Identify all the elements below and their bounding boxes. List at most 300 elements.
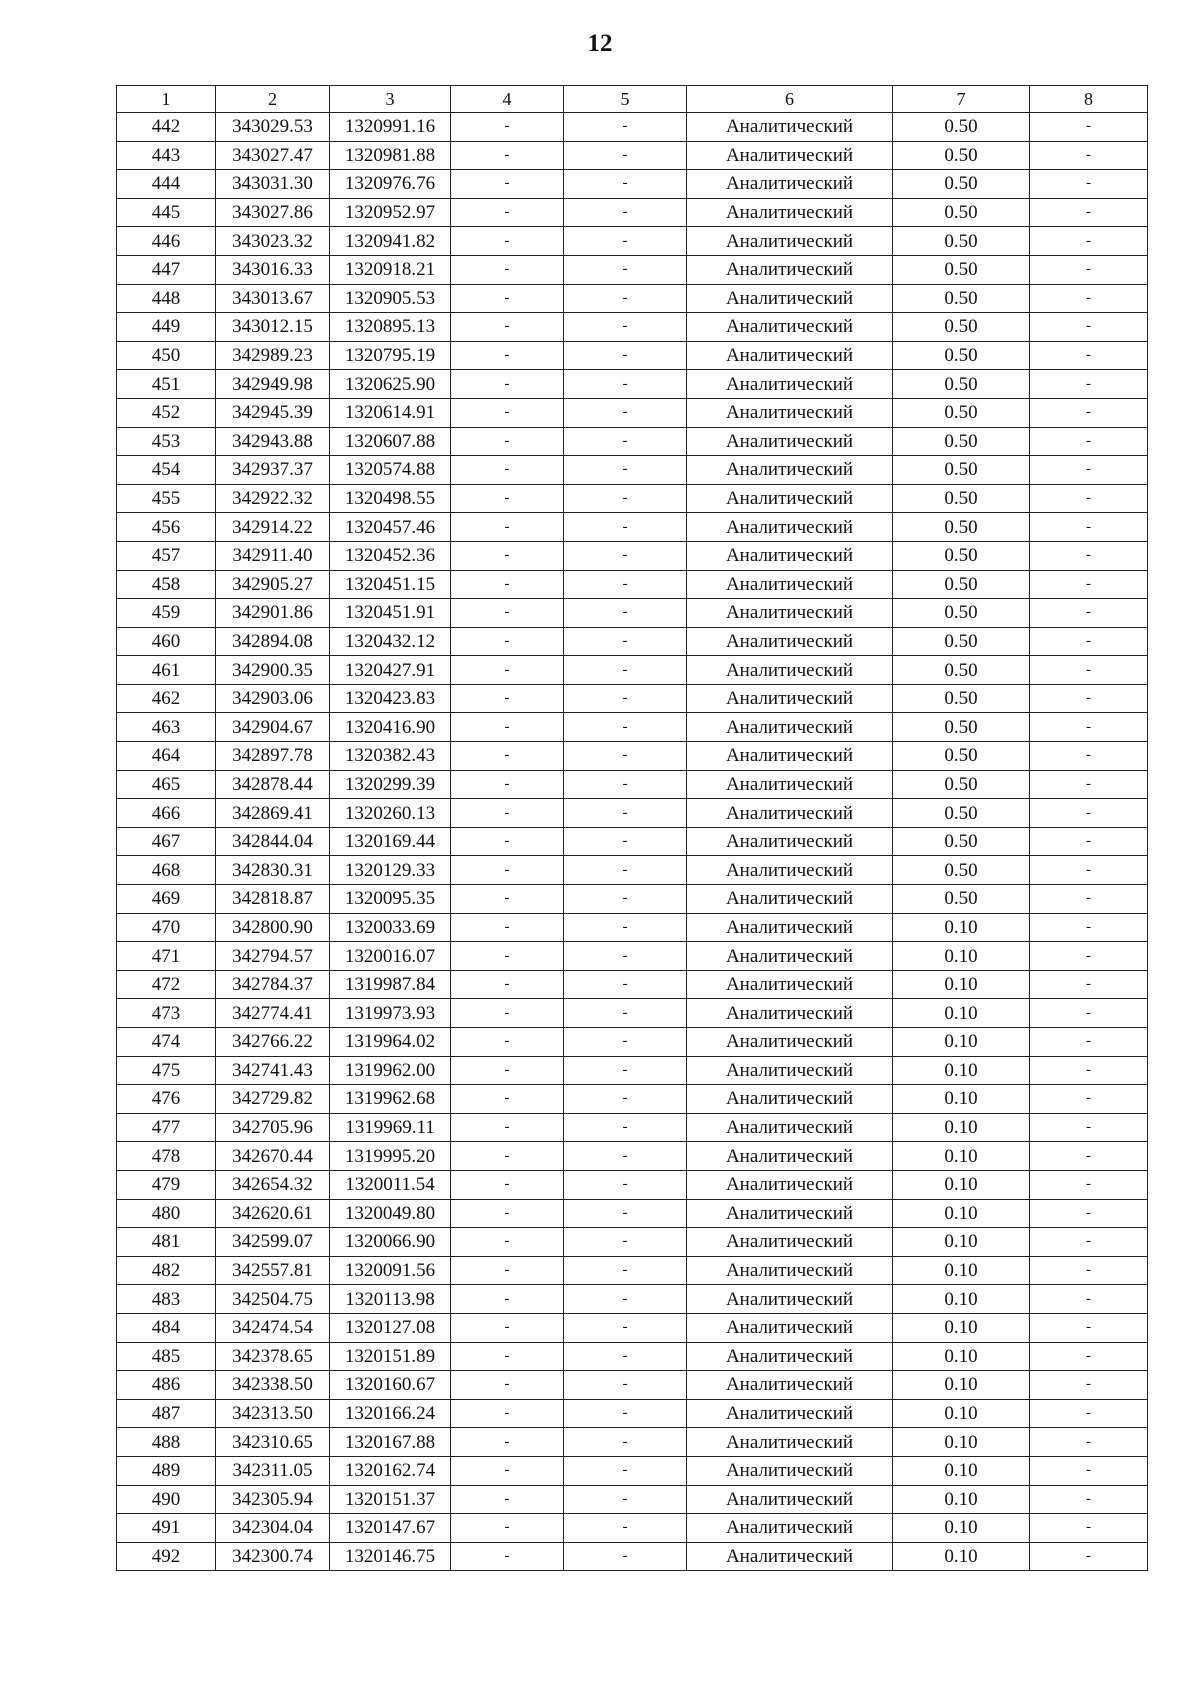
accuracy-cell: 0.50 xyxy=(893,313,1030,342)
y-coordinate-cell: 1320066.90 xyxy=(330,1228,451,1257)
col8-cell: - xyxy=(1030,1199,1148,1228)
col5-cell: - xyxy=(564,313,687,342)
accuracy-cell: 0.50 xyxy=(893,513,1030,542)
accuracy-cell: 0.10 xyxy=(893,1542,1030,1571)
point-number-cell: 448 xyxy=(117,284,216,313)
point-number-cell: 481 xyxy=(117,1228,216,1257)
table-row xyxy=(117,341,1148,370)
point-number-cell: 490 xyxy=(117,1485,216,1514)
col5-cell: - xyxy=(564,541,687,570)
method-cell: Аналитический xyxy=(687,970,893,999)
column-header: 1 xyxy=(117,86,216,113)
col5-cell: - xyxy=(564,1428,687,1457)
col5-cell: - xyxy=(564,999,687,1028)
method-cell: Аналитический xyxy=(687,284,893,313)
col8-cell: - xyxy=(1030,713,1148,742)
accuracy-cell: 0.50 xyxy=(893,427,1030,456)
table-row xyxy=(117,398,1148,427)
col8-cell: - xyxy=(1030,913,1148,942)
y-coordinate-cell: 1320451.91 xyxy=(330,599,451,628)
table-row xyxy=(117,113,1148,142)
y-coordinate-cell: 1320574.88 xyxy=(330,456,451,485)
method-cell: Аналитический xyxy=(687,1199,893,1228)
method-cell: Аналитический xyxy=(687,1142,893,1171)
x-coordinate-cell: 343013.67 xyxy=(216,284,330,313)
x-coordinate-cell: 342878.44 xyxy=(216,770,330,799)
y-coordinate-cell: 1320146.75 xyxy=(330,1542,451,1571)
x-coordinate-cell: 342900.35 xyxy=(216,656,330,685)
point-number-cell: 445 xyxy=(117,198,216,227)
col4-cell: - xyxy=(451,827,564,856)
col8-cell: - xyxy=(1030,541,1148,570)
point-number-cell: 475 xyxy=(117,1056,216,1085)
col4-cell: - xyxy=(451,170,564,199)
col4-cell: - xyxy=(451,1456,564,1485)
accuracy-cell: 0.50 xyxy=(893,770,1030,799)
col5-cell: - xyxy=(564,1313,687,1342)
col8-cell: - xyxy=(1030,684,1148,713)
table-row xyxy=(117,913,1148,942)
col5-cell: - xyxy=(564,227,687,256)
col4-cell: - xyxy=(451,770,564,799)
col4-cell: - xyxy=(451,885,564,914)
col8-cell: - xyxy=(1030,370,1148,399)
table-row xyxy=(117,942,1148,971)
method-cell: Аналитический xyxy=(687,942,893,971)
col5-cell: - xyxy=(564,885,687,914)
method-cell: Аналитический xyxy=(687,1399,893,1428)
point-number-cell: 461 xyxy=(117,656,216,685)
y-coordinate-cell: 1320049.80 xyxy=(330,1199,451,1228)
point-number-cell: 477 xyxy=(117,1113,216,1142)
col4-cell: - xyxy=(451,942,564,971)
y-coordinate-cell: 1320905.53 xyxy=(330,284,451,313)
col5-cell: - xyxy=(564,427,687,456)
point-number-cell: 465 xyxy=(117,770,216,799)
table-row xyxy=(117,1485,1148,1514)
accuracy-cell: 0.50 xyxy=(893,198,1030,227)
table-header-row xyxy=(117,86,1148,113)
col8-cell: - xyxy=(1030,656,1148,685)
coordinates-table xyxy=(116,85,1148,1571)
accuracy-cell: 0.50 xyxy=(893,827,1030,856)
col5-cell: - xyxy=(564,255,687,284)
y-coordinate-cell: 1320498.55 xyxy=(330,484,451,513)
table-row xyxy=(117,227,1148,256)
accuracy-cell: 0.10 xyxy=(893,970,1030,999)
table-row xyxy=(117,284,1148,313)
x-coordinate-cell: 342304.04 xyxy=(216,1514,330,1543)
col4-cell: - xyxy=(451,684,564,713)
accuracy-cell: 0.10 xyxy=(893,1313,1030,1342)
x-coordinate-cell: 342620.61 xyxy=(216,1199,330,1228)
col5-cell: - xyxy=(564,198,687,227)
accuracy-cell: 0.50 xyxy=(893,484,1030,513)
table-row xyxy=(117,599,1148,628)
col4-cell: - xyxy=(451,1113,564,1142)
method-cell: Аналитический xyxy=(687,827,893,856)
point-number-cell: 489 xyxy=(117,1456,216,1485)
table-row xyxy=(117,1342,1148,1371)
col5-cell: - xyxy=(564,942,687,971)
column-header: 6 xyxy=(687,86,893,113)
point-number-cell: 491 xyxy=(117,1514,216,1543)
col4-cell: - xyxy=(451,1399,564,1428)
x-coordinate-cell: 342943.88 xyxy=(216,427,330,456)
point-number-cell: 463 xyxy=(117,713,216,742)
point-number-cell: 449 xyxy=(117,313,216,342)
col8-cell: - xyxy=(1030,627,1148,656)
y-coordinate-cell: 1320991.16 xyxy=(330,113,451,142)
method-cell: Аналитический xyxy=(687,1056,893,1085)
x-coordinate-cell: 342313.50 xyxy=(216,1399,330,1428)
y-coordinate-cell: 1320299.39 xyxy=(330,770,451,799)
x-coordinate-cell: 342310.65 xyxy=(216,1428,330,1457)
x-coordinate-cell: 342818.87 xyxy=(216,885,330,914)
x-coordinate-cell: 342311.05 xyxy=(216,1456,330,1485)
table-row xyxy=(117,1313,1148,1342)
x-coordinate-cell: 342729.82 xyxy=(216,1085,330,1114)
x-coordinate-cell: 342599.07 xyxy=(216,1228,330,1257)
col8-cell: - xyxy=(1030,1399,1148,1428)
accuracy-cell: 0.10 xyxy=(893,1028,1030,1057)
y-coordinate-cell: 1320941.82 xyxy=(330,227,451,256)
table-row xyxy=(117,1199,1148,1228)
point-number-cell: 464 xyxy=(117,742,216,771)
col5-cell: - xyxy=(564,113,687,142)
col8-cell: - xyxy=(1030,1342,1148,1371)
x-coordinate-cell: 342989.23 xyxy=(216,341,330,370)
col8-cell: - xyxy=(1030,885,1148,914)
accuracy-cell: 0.50 xyxy=(893,341,1030,370)
point-number-cell: 466 xyxy=(117,799,216,828)
method-cell: Аналитический xyxy=(687,1342,893,1371)
x-coordinate-cell: 342830.31 xyxy=(216,856,330,885)
col4-cell: - xyxy=(451,341,564,370)
point-number-cell: 472 xyxy=(117,970,216,999)
point-number-cell: 478 xyxy=(117,1142,216,1171)
column-header: 4 xyxy=(451,86,564,113)
method-cell: Аналитический xyxy=(687,541,893,570)
x-coordinate-cell: 342338.50 xyxy=(216,1371,330,1400)
method-cell: Аналитический xyxy=(687,1285,893,1314)
y-coordinate-cell: 1320614.91 xyxy=(330,398,451,427)
col4-cell: - xyxy=(451,1485,564,1514)
method-cell: Аналитический xyxy=(687,1170,893,1199)
accuracy-cell: 0.50 xyxy=(893,456,1030,485)
col5-cell: - xyxy=(564,1514,687,1543)
accuracy-cell: 0.50 xyxy=(893,541,1030,570)
col8-cell: - xyxy=(1030,1113,1148,1142)
accuracy-cell: 0.10 xyxy=(893,1142,1030,1171)
point-number-cell: 450 xyxy=(117,341,216,370)
y-coordinate-cell: 1320382.43 xyxy=(330,742,451,771)
method-cell: Аналитический xyxy=(687,1542,893,1571)
col8-cell: - xyxy=(1030,1313,1148,1342)
accuracy-cell: 0.50 xyxy=(893,856,1030,885)
accuracy-cell: 0.10 xyxy=(893,1428,1030,1457)
col8-cell: - xyxy=(1030,1428,1148,1457)
point-number-cell: 456 xyxy=(117,513,216,542)
col5-cell: - xyxy=(564,856,687,885)
accuracy-cell: 0.50 xyxy=(893,227,1030,256)
table-row xyxy=(117,1056,1148,1085)
col8-cell: - xyxy=(1030,942,1148,971)
col8-cell: - xyxy=(1030,1170,1148,1199)
method-cell: Аналитический xyxy=(687,198,893,227)
col8-cell: - xyxy=(1030,1456,1148,1485)
point-number-cell: 469 xyxy=(117,885,216,914)
y-coordinate-cell: 1320895.13 xyxy=(330,313,451,342)
accuracy-cell: 0.50 xyxy=(893,599,1030,628)
point-number-cell: 468 xyxy=(117,856,216,885)
col4-cell: - xyxy=(451,1142,564,1171)
table-row xyxy=(117,1428,1148,1457)
method-cell: Аналитический xyxy=(687,1428,893,1457)
col8-cell: - xyxy=(1030,255,1148,284)
method-cell: Аналитический xyxy=(687,1371,893,1400)
table-row xyxy=(117,1170,1148,1199)
x-coordinate-cell: 342903.06 xyxy=(216,684,330,713)
method-cell: Аналитический xyxy=(687,1313,893,1342)
method-cell: Аналитический xyxy=(687,427,893,456)
col8-cell: - xyxy=(1030,599,1148,628)
point-number-cell: 487 xyxy=(117,1399,216,1428)
col4-cell: - xyxy=(451,1514,564,1543)
col5-cell: - xyxy=(564,1542,687,1571)
table-row xyxy=(117,255,1148,284)
table-row xyxy=(117,1399,1148,1428)
col8-cell: - xyxy=(1030,1056,1148,1085)
col8-cell: - xyxy=(1030,827,1148,856)
y-coordinate-cell: 1320432.12 xyxy=(330,627,451,656)
x-coordinate-cell: 342305.94 xyxy=(216,1485,330,1514)
point-number-cell: 473 xyxy=(117,999,216,1028)
col4-cell: - xyxy=(451,227,564,256)
point-number-cell: 459 xyxy=(117,599,216,628)
table-row xyxy=(117,513,1148,542)
point-number-cell: 471 xyxy=(117,942,216,971)
x-coordinate-cell: 342504.75 xyxy=(216,1285,330,1314)
point-number-cell: 452 xyxy=(117,398,216,427)
y-coordinate-cell: 1320976.76 xyxy=(330,170,451,199)
method-cell: Аналитический xyxy=(687,513,893,542)
y-coordinate-cell: 1320457.46 xyxy=(330,513,451,542)
col8-cell: - xyxy=(1030,484,1148,513)
col4-cell: - xyxy=(451,656,564,685)
x-coordinate-cell: 342300.74 xyxy=(216,1542,330,1571)
col8-cell: - xyxy=(1030,856,1148,885)
method-cell: Аналитический xyxy=(687,799,893,828)
y-coordinate-cell: 1320918.21 xyxy=(330,255,451,284)
point-number-cell: 442 xyxy=(117,113,216,142)
accuracy-cell: 0.50 xyxy=(893,713,1030,742)
accuracy-cell: 0.10 xyxy=(893,1085,1030,1114)
method-cell: Аналитический xyxy=(687,1228,893,1257)
accuracy-cell: 0.10 xyxy=(893,1514,1030,1543)
col5-cell: - xyxy=(564,913,687,942)
y-coordinate-cell: 1320091.56 xyxy=(330,1256,451,1285)
col4-cell: - xyxy=(451,1056,564,1085)
method-cell: Аналитический xyxy=(687,742,893,771)
col5-cell: - xyxy=(564,1342,687,1371)
table-row xyxy=(117,885,1148,914)
column-header: 7 xyxy=(893,86,1030,113)
point-number-cell: 458 xyxy=(117,570,216,599)
x-coordinate-cell: 343012.15 xyxy=(216,313,330,342)
table-row xyxy=(117,1514,1148,1543)
accuracy-cell: 0.50 xyxy=(893,799,1030,828)
col8-cell: - xyxy=(1030,1514,1148,1543)
accuracy-cell: 0.10 xyxy=(893,1170,1030,1199)
y-coordinate-cell: 1320423.83 xyxy=(330,684,451,713)
method-cell: Аналитический xyxy=(687,713,893,742)
point-number-cell: 483 xyxy=(117,1285,216,1314)
x-coordinate-cell: 342378.65 xyxy=(216,1342,330,1371)
accuracy-cell: 0.10 xyxy=(893,1399,1030,1428)
col8-cell: - xyxy=(1030,1085,1148,1114)
x-coordinate-cell: 342904.67 xyxy=(216,713,330,742)
y-coordinate-cell: 1320127.08 xyxy=(330,1313,451,1342)
y-coordinate-cell: 1320011.54 xyxy=(330,1170,451,1199)
method-cell: Аналитический xyxy=(687,599,893,628)
col4-cell: - xyxy=(451,1228,564,1257)
x-coordinate-cell: 342914.22 xyxy=(216,513,330,542)
col5-cell: - xyxy=(564,713,687,742)
accuracy-cell: 0.50 xyxy=(893,398,1030,427)
accuracy-cell: 0.10 xyxy=(893,1485,1030,1514)
col8-cell: - xyxy=(1030,198,1148,227)
table-row xyxy=(117,827,1148,856)
y-coordinate-cell: 1319962.00 xyxy=(330,1056,451,1085)
table-row xyxy=(117,656,1148,685)
accuracy-cell: 0.10 xyxy=(893,913,1030,942)
col4-cell: - xyxy=(451,742,564,771)
col8-cell: - xyxy=(1030,1228,1148,1257)
y-coordinate-cell: 1320795.19 xyxy=(330,341,451,370)
accuracy-cell: 0.10 xyxy=(893,1056,1030,1085)
accuracy-cell: 0.50 xyxy=(893,141,1030,170)
x-coordinate-cell: 342774.41 xyxy=(216,999,330,1028)
col4-cell: - xyxy=(451,1285,564,1314)
column-header: 8 xyxy=(1030,86,1148,113)
col5-cell: - xyxy=(564,1456,687,1485)
col8-cell: - xyxy=(1030,313,1148,342)
table-row xyxy=(117,1256,1148,1285)
y-coordinate-cell: 1320160.67 xyxy=(330,1371,451,1400)
col5-cell: - xyxy=(564,513,687,542)
accuracy-cell: 0.50 xyxy=(893,627,1030,656)
y-coordinate-cell: 1320451.15 xyxy=(330,570,451,599)
accuracy-cell: 0.10 xyxy=(893,942,1030,971)
accuracy-cell: 0.50 xyxy=(893,656,1030,685)
col5-cell: - xyxy=(564,1485,687,1514)
table-row xyxy=(117,541,1148,570)
col4-cell: - xyxy=(451,570,564,599)
point-number-cell: 467 xyxy=(117,827,216,856)
table-row xyxy=(117,1456,1148,1485)
col8-cell: - xyxy=(1030,1485,1148,1514)
x-coordinate-cell: 342937.37 xyxy=(216,456,330,485)
method-cell: Аналитический xyxy=(687,170,893,199)
col4-cell: - xyxy=(451,313,564,342)
point-number-cell: 447 xyxy=(117,255,216,284)
method-cell: Аналитический xyxy=(687,341,893,370)
table-row xyxy=(117,770,1148,799)
y-coordinate-cell: 1320452.36 xyxy=(330,541,451,570)
col4-cell: - xyxy=(451,370,564,399)
y-coordinate-cell: 1320129.33 xyxy=(330,856,451,885)
col5-cell: - xyxy=(564,1170,687,1199)
col4-cell: - xyxy=(451,1256,564,1285)
y-coordinate-cell: 1320427.91 xyxy=(330,656,451,685)
y-coordinate-cell: 1319995.20 xyxy=(330,1142,451,1171)
method-cell: Аналитический xyxy=(687,913,893,942)
y-coordinate-cell: 1320151.37 xyxy=(330,1485,451,1514)
col5-cell: - xyxy=(564,742,687,771)
col5-cell: - xyxy=(564,1371,687,1400)
y-coordinate-cell: 1319987.84 xyxy=(330,970,451,999)
point-number-cell: 457 xyxy=(117,541,216,570)
method-cell: Аналитический xyxy=(687,570,893,599)
y-coordinate-cell: 1320416.90 xyxy=(330,713,451,742)
col5-cell: - xyxy=(564,1056,687,1085)
table-row xyxy=(117,1371,1148,1400)
col5-cell: - xyxy=(564,684,687,713)
col4-cell: - xyxy=(451,198,564,227)
point-number-cell: 484 xyxy=(117,1313,216,1342)
table-row xyxy=(117,627,1148,656)
method-cell: Аналитический xyxy=(687,627,893,656)
col8-cell: - xyxy=(1030,799,1148,828)
method-cell: Аналитический xyxy=(687,885,893,914)
x-coordinate-cell: 342654.32 xyxy=(216,1170,330,1199)
col5-cell: - xyxy=(564,827,687,856)
point-number-cell: 444 xyxy=(117,170,216,199)
table-row xyxy=(117,999,1148,1028)
table-row xyxy=(117,141,1148,170)
col4-cell: - xyxy=(451,113,564,142)
x-coordinate-cell: 343031.30 xyxy=(216,170,330,199)
col4-cell: - xyxy=(451,1542,564,1571)
col5-cell: - xyxy=(564,341,687,370)
x-coordinate-cell: 343029.53 xyxy=(216,113,330,142)
y-coordinate-cell: 1320033.69 xyxy=(330,913,451,942)
table-row xyxy=(117,856,1148,885)
table-row xyxy=(117,713,1148,742)
x-coordinate-cell: 342949.98 xyxy=(216,370,330,399)
table-row xyxy=(117,484,1148,513)
table-row xyxy=(117,1228,1148,1257)
accuracy-cell: 0.10 xyxy=(893,1371,1030,1400)
table-body xyxy=(117,113,1148,1571)
y-coordinate-cell: 1320625.90 xyxy=(330,370,451,399)
table-row xyxy=(117,799,1148,828)
table-row xyxy=(117,170,1148,199)
method-cell: Аналитический xyxy=(687,1085,893,1114)
y-coordinate-cell: 1319964.02 xyxy=(330,1028,451,1057)
col8-cell: - xyxy=(1030,513,1148,542)
point-number-cell: 455 xyxy=(117,484,216,513)
col4-cell: - xyxy=(451,484,564,513)
col4-cell: - xyxy=(451,913,564,942)
col5-cell: - xyxy=(564,1085,687,1114)
accuracy-cell: 0.50 xyxy=(893,255,1030,284)
table-row xyxy=(117,684,1148,713)
col5-cell: - xyxy=(564,141,687,170)
method-cell: Аналитический xyxy=(687,370,893,399)
point-number-cell: 488 xyxy=(117,1428,216,1457)
